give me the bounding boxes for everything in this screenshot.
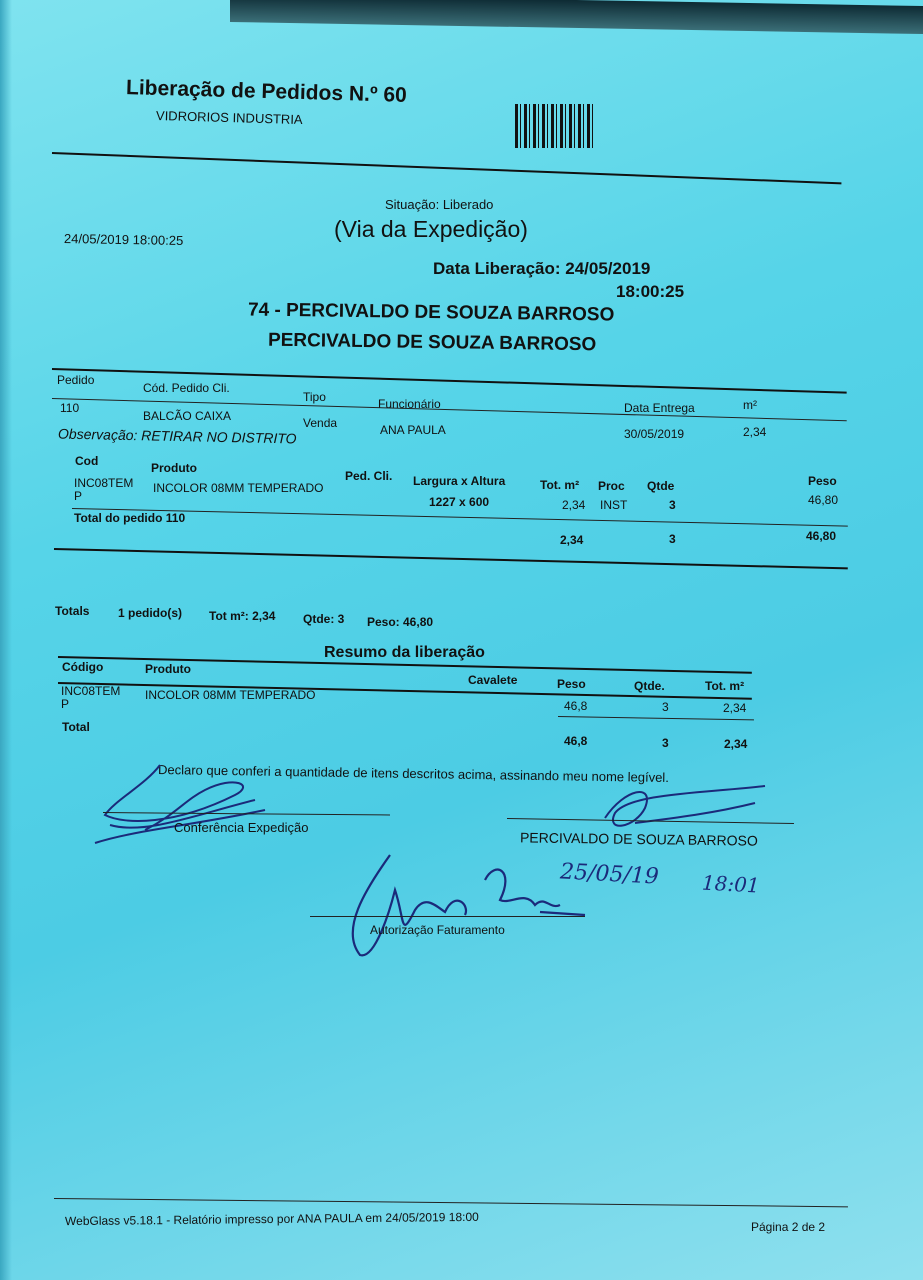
header-funcionario: Funcionário	[378, 397, 441, 411]
observacao: Observação: RETIRAR NO DISTRITO	[57, 425, 297, 447]
resumo-produto: INCOLOR 08MM TEMPERADO	[145, 688, 316, 702]
footer-left: WebGlass v5.18.1 - Relatório impresso por ANA PAULA em 24/05/2019 18:00	[64, 1209, 479, 1229]
resumo-codigo-line2: P	[61, 697, 70, 711]
photo-edge-shadow	[0, 0, 12, 1280]
autorizacao-line	[310, 916, 585, 917]
resumo-title: Resumo da liberação	[324, 644, 485, 661]
resumo-header-codigo: Código	[62, 660, 104, 674]
data-liberacao: Data Liberação: 24/05/2019	[433, 259, 651, 278]
resumo-header-cavalete: Cavalete	[468, 673, 518, 687]
item-header-cod: Cod	[75, 454, 99, 468]
barcode-icon	[515, 104, 595, 148]
totals-tot-m2: Tot m²: 2,34	[209, 609, 276, 623]
item-header-peso: Peso	[808, 474, 837, 488]
company-name: VIDRORIOS INDUSTRIA	[155, 107, 303, 128]
footer-page: Página 2 de 2	[751, 1220, 826, 1234]
item-peso: 46,80	[808, 493, 839, 507]
resumo-header-produto: Produto	[145, 662, 191, 676]
item-header-produto: Produto	[151, 461, 197, 475]
header-data-entrega: Data Entrega	[624, 401, 695, 415]
resumo-header-tot-m2: Tot. m²	[705, 679, 745, 693]
footer-rule	[54, 1198, 848, 1207]
item-header-ped-cli: Ped. Cli.	[345, 469, 393, 483]
handwritten-date: 25/05/19	[559, 859, 660, 890]
client-line-1: 74 - PERCIVALDO DE SOUZA BARROSO	[247, 299, 615, 326]
item-header-tot-m2: Tot. m²	[540, 478, 580, 492]
totals-pedidos: 1 pedido(s)	[118, 606, 183, 620]
header-pedido: Pedido	[57, 373, 95, 387]
item-cod-line2: P	[74, 489, 83, 503]
print-datetime: 24/05/2019 18:00:25	[63, 230, 184, 249]
resumo-header-peso: Peso	[557, 677, 586, 691]
cod-pedido-cli-value: BALCÃO CAIXA	[143, 409, 232, 423]
resumo-sum-rule	[558, 716, 754, 720]
declaration-text: Declaro que conferi a quantidade de itens descritos acima, assinando meu nome legível.	[157, 761, 670, 786]
client-line-2: PERCIVALDO DE SOUZA BARROSO	[267, 329, 597, 356]
header-rule	[52, 152, 841, 184]
via-label: (Via da Expedição)	[334, 216, 528, 242]
handwritten-time: 18:01	[701, 870, 761, 898]
resumo-total-tot-m2: 2,34	[724, 737, 748, 751]
m2-value: 2,34	[743, 425, 767, 439]
order-bottom-rule	[54, 548, 848, 569]
funcionario-value: ANA PAULA	[380, 423, 446, 437]
resumo-total-qtde: 3	[662, 736, 669, 750]
situacao-label: Situação: Liberado	[385, 197, 494, 212]
conferencia-signature	[85, 755, 285, 850]
resumo-peso: 46,8	[564, 699, 588, 713]
autorizacao-signature	[335, 850, 595, 965]
resumo-total-peso: 46,8	[564, 734, 588, 748]
cliente-label: PERCIVALDO DE SOUZA BARROSO	[519, 829, 758, 849]
item-dimensoes: 1227 x 600	[429, 495, 490, 509]
autorizacao-label: Autorização Faturamento	[370, 923, 505, 937]
header-m2: m²	[743, 398, 757, 412]
item-produto: INCOLOR 08MM TEMPERADO	[153, 481, 324, 495]
resumo-header-qtde: Qtde.	[634, 679, 665, 693]
totals-peso: Peso: 46,80	[367, 615, 434, 629]
item-header-qtde: Qtde	[647, 479, 675, 493]
order-total-qtde: 3	[669, 532, 676, 546]
data-entrega-value: 30/05/2019	[624, 427, 685, 441]
conferencia-label: Conferência Expedição	[174, 820, 309, 835]
item-proc: INST	[600, 498, 628, 512]
totals-label: Totals	[55, 604, 90, 618]
order-total-label: Total do pedido 110	[74, 511, 186, 525]
resumo-codigo-line1: INC08TEM	[61, 684, 121, 698]
resumo-qtde: 3	[662, 700, 669, 714]
order-total-rule	[72, 508, 848, 527]
item-header-proc: Proc	[598, 479, 625, 493]
header-tipo: Tipo	[303, 390, 326, 404]
resumo-total-label: Total	[62, 720, 90, 734]
resumo-tot-m2: 2,34	[723, 701, 747, 715]
item-cod-line1: INC08TEM	[74, 476, 134, 490]
photo-background-band	[230, 0, 923, 34]
item-qtde: 3	[669, 498, 676, 512]
item-tot-m2: 2,34	[562, 498, 586, 512]
totals-qtde: Qtde: 3	[303, 612, 345, 626]
order-total-peso: 46,80	[806, 529, 837, 543]
pedido-value: 110	[60, 401, 80, 415]
header-cod-pedido-cli: Cód. Pedido Cli.	[143, 381, 230, 395]
order-total-m2: 2,34	[560, 533, 584, 547]
item-header-largura-altura: Largura x Altura	[413, 474, 506, 488]
tipo-value: Venda	[303, 416, 338, 430]
document-title: Liberação de Pedidos N.º 60	[125, 76, 408, 107]
data-liberacao-time: 18:00:25	[616, 282, 685, 301]
